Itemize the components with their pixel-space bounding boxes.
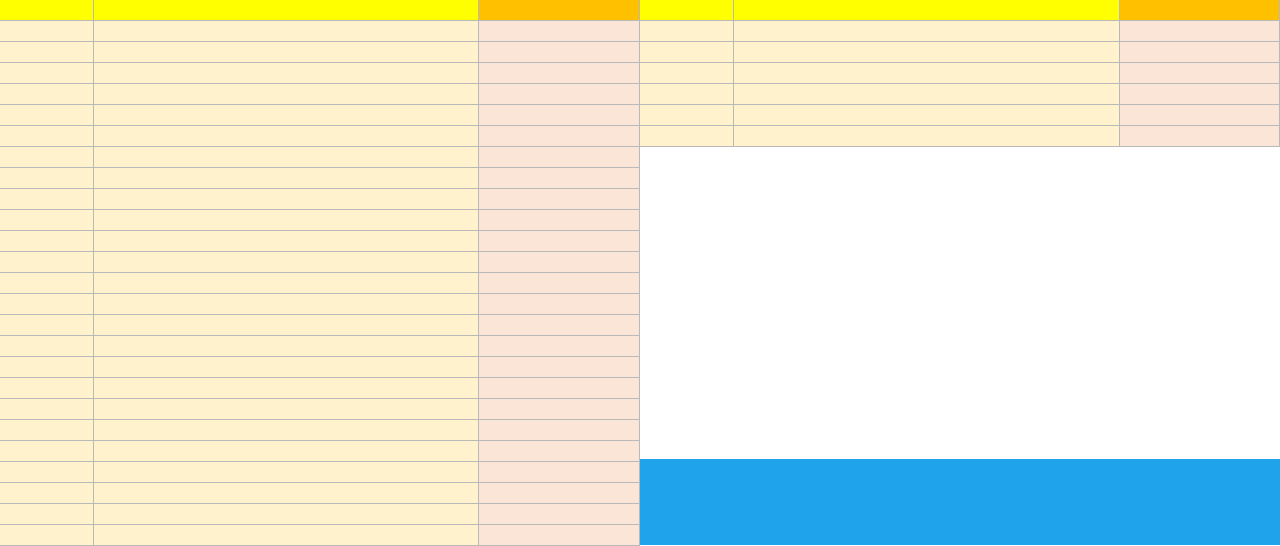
left-time-cell <box>479 357 640 378</box>
left-wording-cell <box>94 63 479 84</box>
left-time-cell <box>479 483 640 504</box>
left-wording-cell <box>94 294 479 315</box>
left-wording-cell <box>94 525 479 546</box>
left-article-cell <box>0 273 94 294</box>
left-article-cell <box>0 525 94 546</box>
left-article-cell <box>0 210 94 231</box>
left-wording-cell <box>94 231 479 252</box>
left-time-cell <box>479 315 640 336</box>
left-article-cell <box>0 357 94 378</box>
left-wording-cell <box>94 273 479 294</box>
left-wording-cell <box>94 462 479 483</box>
left-wording-cell <box>94 126 479 147</box>
right-article-cell <box>640 84 734 105</box>
left-time-cell <box>479 231 640 252</box>
left-article-cell <box>0 504 94 525</box>
left-time-cell <box>479 441 640 462</box>
left-time-cell <box>479 21 640 42</box>
right-article-cell <box>640 21 734 42</box>
right-time-cell <box>1120 84 1280 105</box>
right-time-cell <box>1120 42 1280 63</box>
right-wording-cell <box>734 105 1120 126</box>
left-time-cell <box>479 504 640 525</box>
left-header-article <box>0 0 94 21</box>
left-article-cell <box>0 420 94 441</box>
left-time-cell <box>479 42 640 63</box>
left-time-cell <box>479 420 640 441</box>
left-article-cell <box>0 84 94 105</box>
left-article-cell <box>0 42 94 63</box>
left-time-cell <box>479 126 640 147</box>
right-wording-cell <box>734 84 1120 105</box>
left-wording-cell <box>94 336 479 357</box>
left-article-cell <box>0 336 94 357</box>
left-article-cell <box>0 126 94 147</box>
left-time-cell <box>479 189 640 210</box>
left-time-cell <box>479 63 640 84</box>
right-time-cell <box>1120 21 1280 42</box>
left-wording-cell <box>94 315 479 336</box>
right-header-article <box>640 0 734 21</box>
left-wording-cell <box>94 147 479 168</box>
right-time-cell <box>1120 126 1280 147</box>
right-header-time <box>1120 0 1280 21</box>
left-article-cell <box>0 378 94 399</box>
left-article-cell <box>0 21 94 42</box>
left-time-cell <box>479 273 640 294</box>
left-article-cell <box>0 105 94 126</box>
left-article-cell <box>0 63 94 84</box>
left-wording-cell <box>94 21 479 42</box>
left-time-cell <box>479 525 640 546</box>
miranda-rights-note <box>640 459 1280 545</box>
left-article-cell <box>0 399 94 420</box>
left-wording-cell <box>94 168 479 189</box>
left-time-cell <box>479 105 640 126</box>
left-article-cell <box>0 252 94 273</box>
left-article-cell <box>0 294 94 315</box>
right-time-cell <box>1120 105 1280 126</box>
left-wording-cell <box>94 210 479 231</box>
right-wording-cell <box>734 42 1120 63</box>
right-article-cell <box>640 105 734 126</box>
left-time-cell <box>479 84 640 105</box>
left-article-cell <box>0 189 94 210</box>
left-wording-cell <box>94 189 479 210</box>
right-header-wording <box>734 0 1120 21</box>
left-article-cell <box>0 441 94 462</box>
left-wording-cell <box>94 84 479 105</box>
right-article-cell <box>640 63 734 84</box>
left-header-time <box>479 0 640 21</box>
left-article-cell <box>0 231 94 252</box>
left-time-cell <box>479 252 640 273</box>
right-article-cell <box>640 126 734 147</box>
left-wording-cell <box>94 378 479 399</box>
left-wording-cell <box>94 420 479 441</box>
left-time-cell <box>479 210 640 231</box>
left-wording-cell <box>94 504 479 525</box>
left-wording-cell <box>94 399 479 420</box>
left-time-cell <box>479 168 640 189</box>
left-article-cell <box>0 168 94 189</box>
left-article-cell <box>0 483 94 504</box>
left-wording-cell <box>94 42 479 63</box>
left-time-cell <box>479 336 640 357</box>
left-wording-cell <box>94 483 479 504</box>
right-wording-cell <box>734 21 1120 42</box>
left-article-cell <box>0 462 94 483</box>
right-time-cell <box>1120 63 1280 84</box>
right-wording-cell <box>734 126 1120 147</box>
left-time-cell <box>479 378 640 399</box>
left-header-wording <box>94 0 479 21</box>
left-time-cell <box>479 147 640 168</box>
left-article-cell <box>0 147 94 168</box>
left-wording-cell <box>94 252 479 273</box>
right-article-cell <box>640 42 734 63</box>
left-time-cell <box>479 462 640 483</box>
left-time-cell <box>479 399 640 420</box>
right-wording-cell <box>734 63 1120 84</box>
left-article-cell <box>0 315 94 336</box>
left-wording-cell <box>94 357 479 378</box>
left-time-cell <box>479 294 640 315</box>
left-wording-cell <box>94 441 479 462</box>
left-wording-cell <box>94 105 479 126</box>
